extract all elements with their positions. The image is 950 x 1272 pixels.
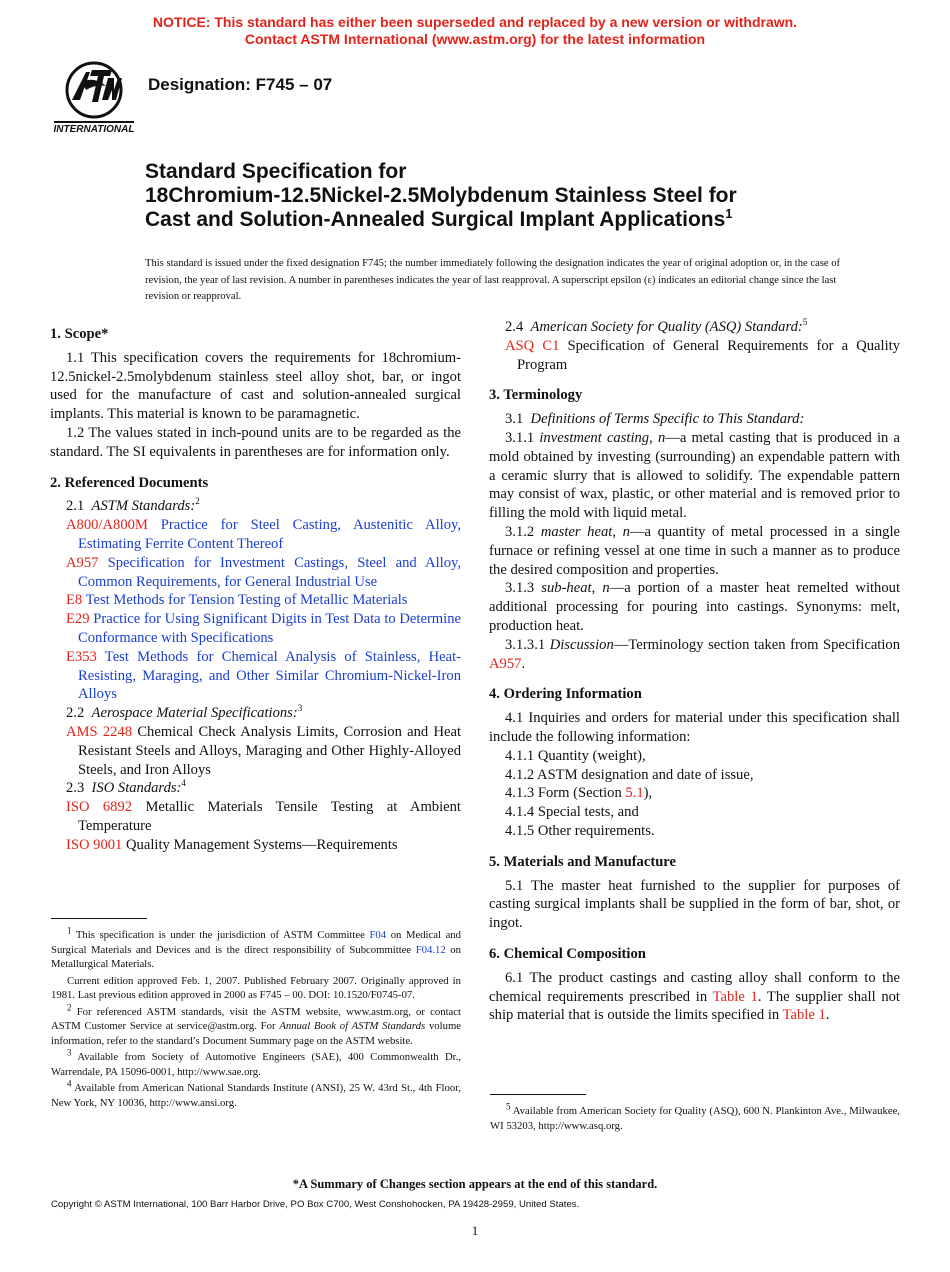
section-heading-chemical: 6. Chemical Composition [489,945,646,962]
term-3-1-2: 3.1.2 master heat, n—a quantity of metal processed in a single furnace or refining vessel at one time in such a manner as to produce the desired composition and properties. [489,523,900,578]
preamble: This standard is issued under the fixed designation F745; the number immediately following the designation indicates the year of original adoption or, in the case of revision, the year of last revision. A number in parentheses indicates the year of last reapproval. A superscript epsilon (ε) indicates an editorial change since the last revision or reapproval. [145,258,841,302]
astm-logo [52,60,136,136]
term-3-1-3: 3.1.3 sub-heat, n—a portion of a master heat remelted without additional processing for pouring into castings. Synonyms: melt, production heat. [489,580,900,634]
ref-code-link[interactable]: E8 [66,592,83,609]
ref-title-link[interactable]: Test Methods for Chemical Analysis of Stainless, Heat-Resisting, Maraging, and Other Similar Chromium-Nickel-Iron Alloys [78,648,461,703]
footnote-1-edition: Current edition approved Feb. 1, 2007. Published February 2007. Originally approved in 1981. Last previous edition approved in 2000 as F745 – 00. DOI: 10.1520/F0745-07. [51,974,461,1001]
paragraph-6-1: 6.1 The product castings and casting alloy shall conform to the chemical requirements prescribed in Table 1. The supplier shall not ship material that is outside the limits specified in Table 1. [489,969,900,1024]
ref-code-link[interactable]: E353 [66,648,97,665]
footnote-1: $^1$ This specification is under the jurisdiction of ASTM Committee F04 on Medical and Surgical Materials and Devices and is the direct responsibility of Subcommittee F04.12 on Metallurgical Materials. [51,925,461,970]
ref-iso6892: ISO 6892 Metallic Materials Tensile Testing at Ambient Temperature [66,799,461,834]
ref-ams2248: AMS 2248 Chemical Check Analysis Limits, Corrosion and Heat Resistant Steels and Alloys, Maraging and Other Highly-Alloyed Steels, and Iron Alloys [66,723,461,778]
ref-e8 [50,591,461,610]
astm-logo-icon [52,60,136,136]
designation: Designation: F745 – 07 [148,75,333,94]
ref-code-link[interactable]: ISO 9001 [66,836,123,853]
ref-title-link[interactable]: Practice for Steel Casting, Austenitic Alloy, Estimating Ferrite Content Thereof [78,517,461,552]
section-link-5-1[interactable]: 5.1 [625,785,644,802]
section-heading-materials: 5. Materials and Manufacture [489,853,676,870]
ref-code-link[interactable]: ASQ C1 [505,337,560,354]
term-3-1-1: 3.1.1 investment casting, n—a metal casting that is produced in a mold obtained by investing (surrounding) an expendable pattern with a ceramic slurry that is allowed to solidify. The expendable pattern may consist of wax, plastic, or other material and is removed prior to filling the mold with liquid metal. [489,429,901,522]
paragraph-4-1: 4.1 Inquiries and orders for material under this specification shall include the following information: [489,710,900,745]
ref-title-link[interactable]: Practice for Using Significant Digits in Test Data to Determine Conformance with Specifications [78,611,461,646]
footnote-link[interactable]: F04.12 [415,943,446,956]
right-column [489,318,900,1025]
subsection-2-1: 2.1 ASTM Standards:$^2$ [66,496,200,515]
left-column [50,318,461,855]
paragraph-5-1: 5.1 The master heat furnished to the supplier for purposes of casting surgical implants shall be supplied in the form of bar, shot, or ingot. [489,877,900,932]
list-item-4-1-2: 4.1.2 ASTM designation and date of issue, [505,766,754,783]
paragraph-1-2: 1.2 The values stated in inch-pound units are to be regarded as the standard. The SI equivalents in parentheses are for information only. [50,424,461,460]
section-heading-referenced: 2. Referenced Documents [50,474,209,491]
ref-e29 [50,610,461,648]
ref-iso9001: ISO 9001 Quality Management Systems—Requirements [66,836,398,853]
ref-a957 [50,554,461,592]
ref-code-link[interactable]: ISO 6892 [66,799,133,816]
spec-link-a957[interactable]: A957 [489,655,522,672]
title-line-2: 18Chromium-12.5Nickel-2.5Molybdenum Stainless Steel for [145,184,737,207]
document-title [145,160,905,232]
ref-code-link[interactable]: AMS 2248 [66,723,133,740]
subsection-2-2: 2.2 Aerospace Material Specifications:$^3$ [66,703,303,722]
footnote-rule-right [490,1094,586,1095]
table-link[interactable]: Table 1 [712,988,758,1005]
ref-title-link[interactable]: Test Methods for Tension Testing of Metallic Materials [85,592,408,609]
list-item-4-1-4: 4.1.4 Special tests, and [505,804,639,821]
list-item-4-1-3: 4.1.3 Form (Section 5.1), [505,785,653,802]
ref-asq-c1: ASQ C1 Specification of General Requirements for a Quality Program [505,337,900,373]
term-3-1-3-1: 3.1.3.1 Discussion—Terminology section taken from Specification A957. [489,636,900,672]
footnote-5: $^5$ Available from American Society for Quality (ASQ), 600 N. Plankinton Ave., Milwaukee, WI 53203, http://www.asq.org. [490,1101,900,1132]
subsection-3-1: 3.1 Definitions of Terms Specific to This Standard: [505,411,805,428]
notice-line-1: NOTICE: This standard has either been superseded and replaced by a new version or withdrawn. [152,14,798,30]
footnotes-left [51,925,461,1112]
subsection-2-3: 2.3 ISO Standards:$^4$ [66,778,186,797]
notice-line-2: Contact ASTM International (www.astm.org) for the latest information [244,31,706,47]
summary-of-changes-note: *A Summary of Changes section appears at the end of this standard. [292,1177,658,1191]
list-item-4-1-5: 4.1.5 Other requirements. [505,822,655,839]
copyright: Copyright © ASTM International, 100 Barr Harbor Drive, PO Box C700, West Conshohocken, PA 19428-2959, United States. [51,1199,580,1210]
ref-code-link[interactable]: E29 [66,611,90,628]
section-heading-ordering: 4. Ordering Information [489,686,642,703]
section-heading-terminology: 3. Terminology [489,387,583,404]
list-item-4-1-1: 4.1.1 Quantity (weight), [505,747,646,764]
title-line-1: Standard Specification for [145,160,407,183]
ref-code-link[interactable]: A957 [66,554,99,571]
footnote-link[interactable]: F04 [369,929,387,941]
paragraph-1-1: 1.1 This specification covers the requirements for 18chromium-12.5nickel-2.5molybdenum stainless steel alloy shot, bar, or ingot used for the manufacture of cast and solution-annealed surgical implants. This material is known to be paramagnetic. [50,349,461,423]
footnote-rule-left [51,918,147,919]
table-link[interactable]: Table 1 [782,1007,826,1024]
withdrawal-notice [0,14,950,48]
ref-e353 [50,648,461,704]
footnote-3: $^3$ Available from Society of Automotive Engineers (SAE), 400 Commonwealth Dr., Warrendale, PA 15096-0001, http://www.sae.org. [51,1047,461,1078]
footnote-4: $^4$ Available from American National Standards Institute (ANSI), 25 W. 43rd St., 4th Floor, New York, NY 10036, http://www.ansi.org. [51,1078,461,1109]
ref-title-link[interactable]: Specification for Investment Castings, Steel and Alloy, Common Requirements, for General Industrial Use [78,554,461,590]
page-number: 1 [471,1223,479,1238]
title-line-3: Cast and Solution-Annealed Surgical Implant Applications$^1$ [145,206,733,231]
ref-a800 [50,516,461,554]
ref-code-link[interactable]: A800/A800M [66,517,148,534]
section-heading-scope: 1. Scope* [50,326,109,342]
subsection-2-4: 2.4 American Society for Quality (ASQ) Standard:$^5$ [505,317,808,335]
title-footnote-mark[interactable]: 1 [725,206,733,221]
logo-subtext: INTERNATIONAL [53,124,135,135]
footnote-2: $^2$ For referenced ASTM standards, visit the ASTM website, www.astm.org, or contact ASTM Customer Service at service@astm.org. For Annual Book of ASTM Standards volume information, refer to the standard’s Document Summary page on the ASTM website. [51,1001,461,1047]
footnotes-right [490,1101,900,1135]
